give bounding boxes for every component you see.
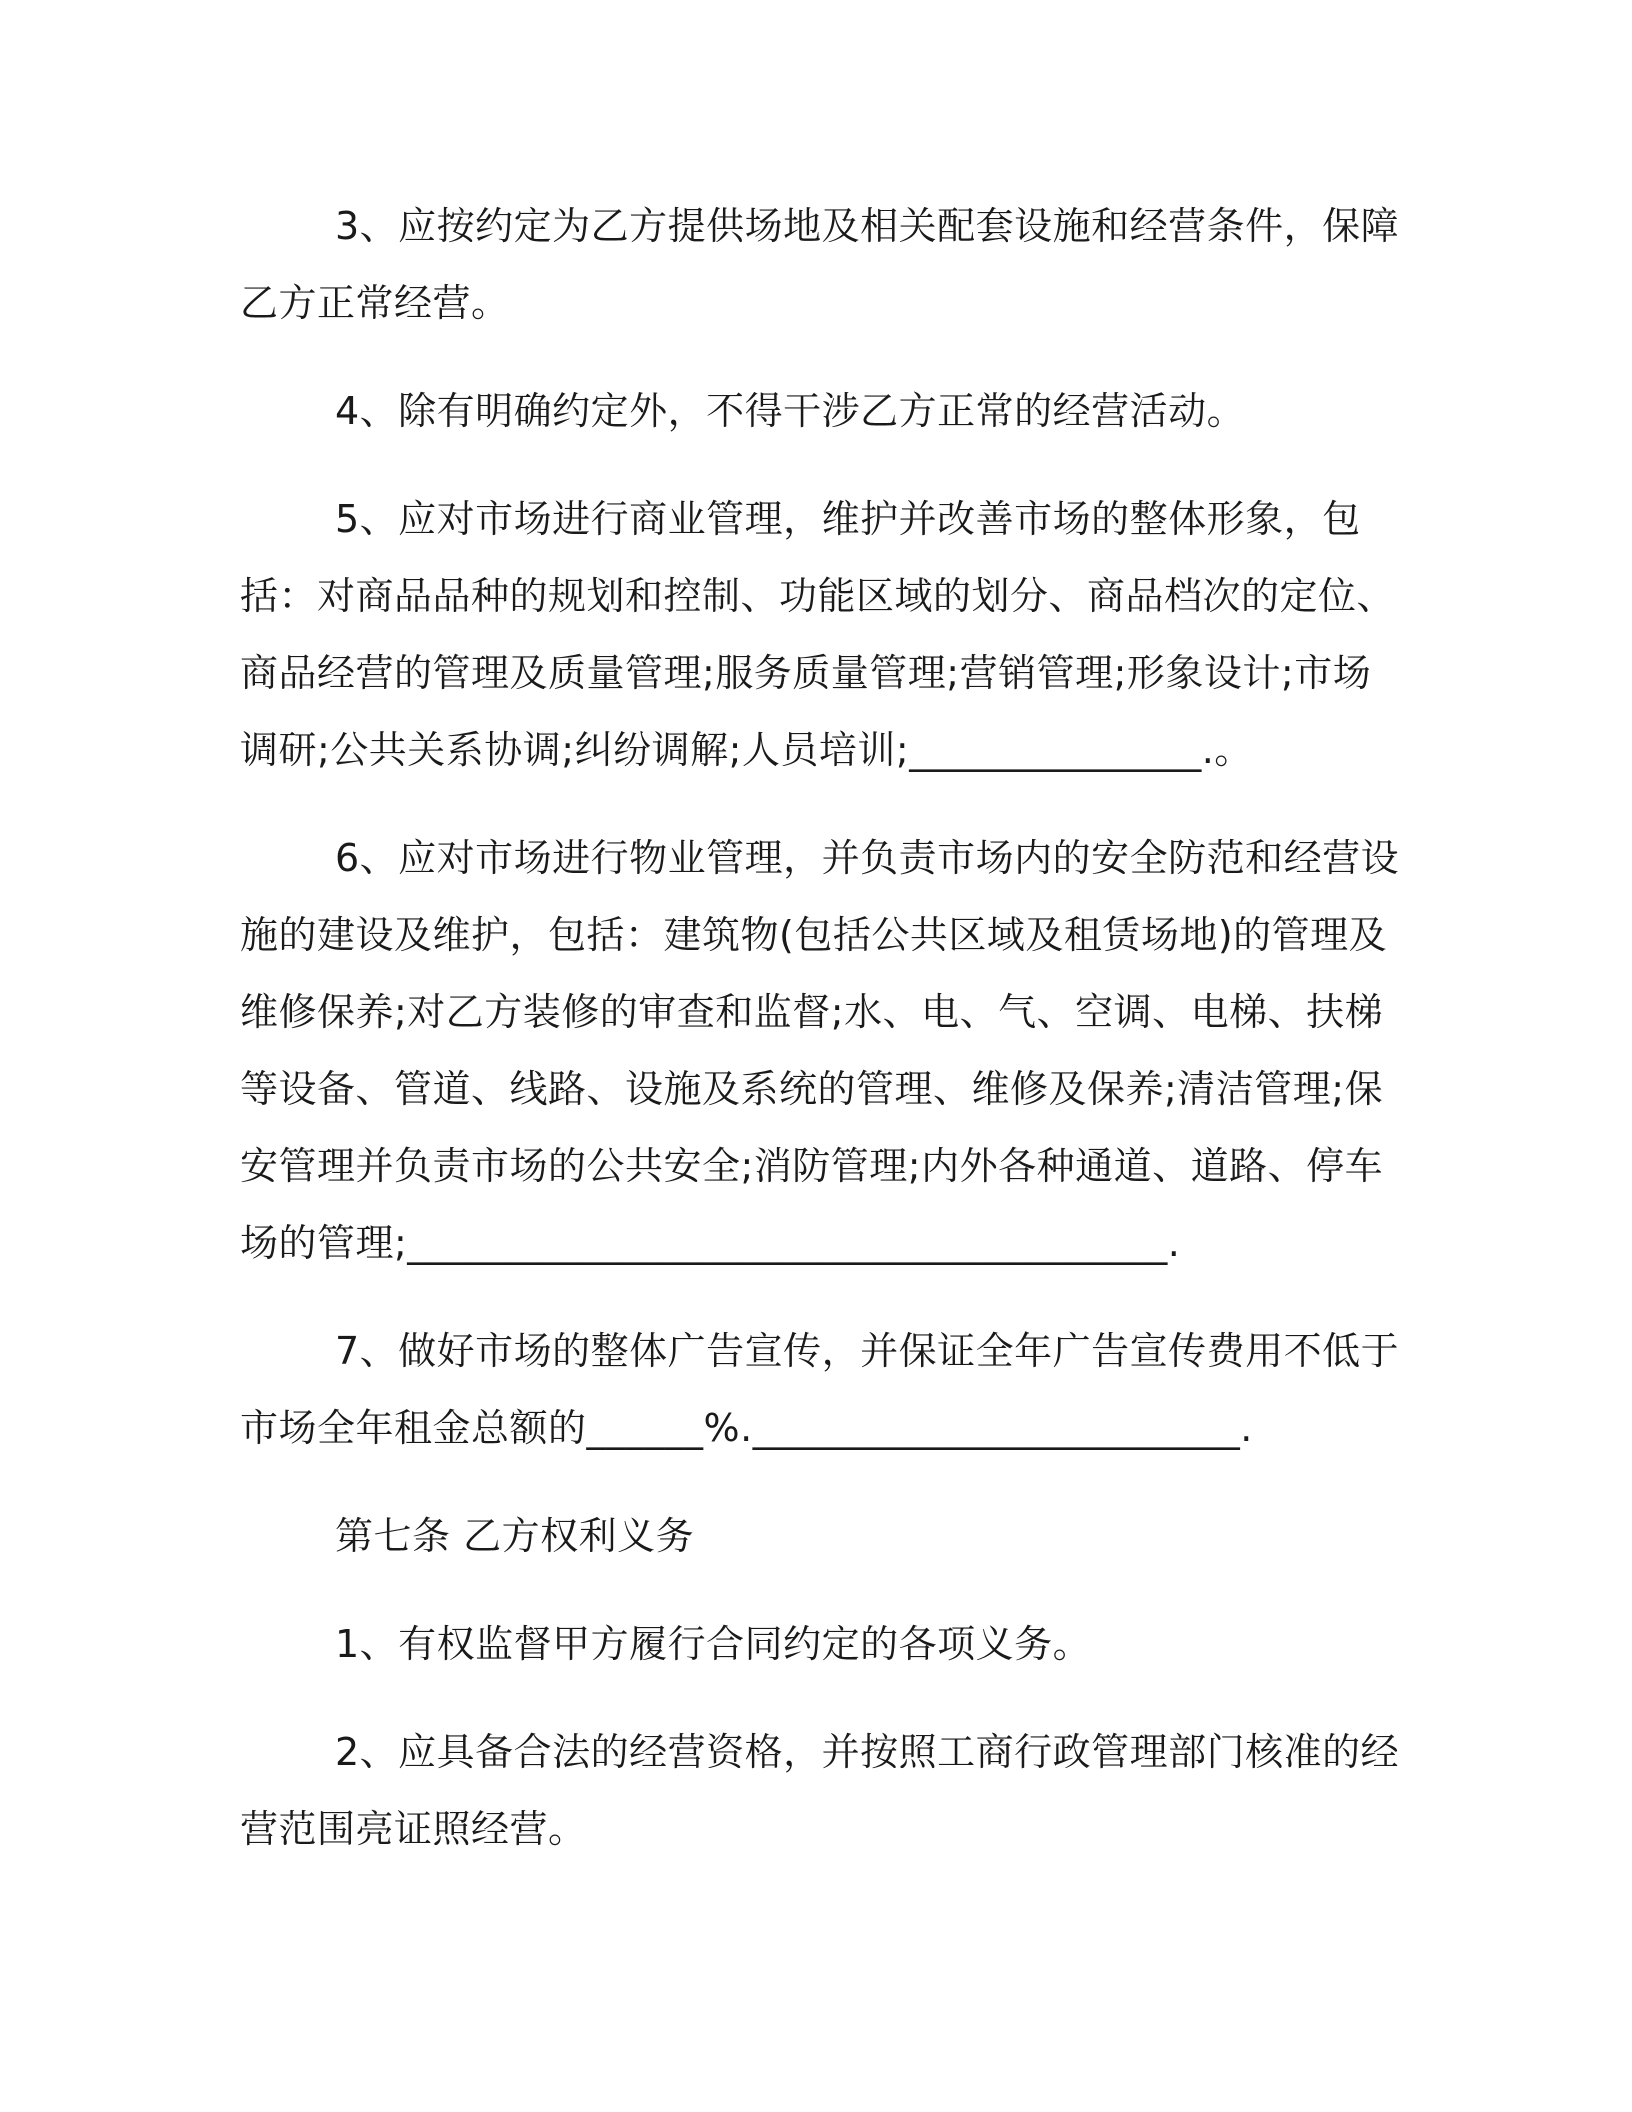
paragraph-item-4: 4、除有明确约定外，不得干涉乙方正常的经营活动。	[335, 389, 1246, 433]
paragraph-item-7: 7、做好市场的整体广告宣传，并保证全年广告宣传费用不低于市场全年租金总额的______%._________________________.	[240, 1329, 1400, 1450]
paragraph-item-5: 5、应对市场进行商业管理，维护并改善市场的整体形象，包括：对商品品种的规划和控制、功能区域的划分、商品档次的定位、商品经营的管理及质量管理;服务质量管理;营销管理;形象设计;市场调研;公共关系协调;纠纷调解;人员培训;_______________.。	[240, 497, 1396, 772]
document-body	[240, 188, 1400, 1899]
section-heading: 第七条 乙方权利义务	[335, 1514, 695, 1558]
section-paragraph-2: 2、应具备合法的经营资格，并按照工商行政管理部门核准的经营范围亮证照经营。	[240, 1730, 1400, 1851]
paragraph-item-3: 3、应按约定为乙方提供场地及相关配套设施和经营条件，保障乙方正常经营。	[240, 204, 1400, 325]
paragraph-item-6: 6、应对市场进行物业管理，并负责市场内的安全防范和经营设施的建设及维护，包括：建筑物(包括公共区域及租赁场地)的管理及维修保养;对乙方装修的审查和监督;水、电、气、空调、电梯、扶梯等设备、管道、线路、设施及系统的管理、维修及保养;清洁管理;保安管理并负责市场的公共安全;消防管理;内外各种通道、道路、停车场的管理;_______________________________________.	[240, 836, 1400, 1265]
section-paragraph-1: 1、有权监督甲方履行合同约定的各项义务。	[335, 1622, 1092, 1666]
